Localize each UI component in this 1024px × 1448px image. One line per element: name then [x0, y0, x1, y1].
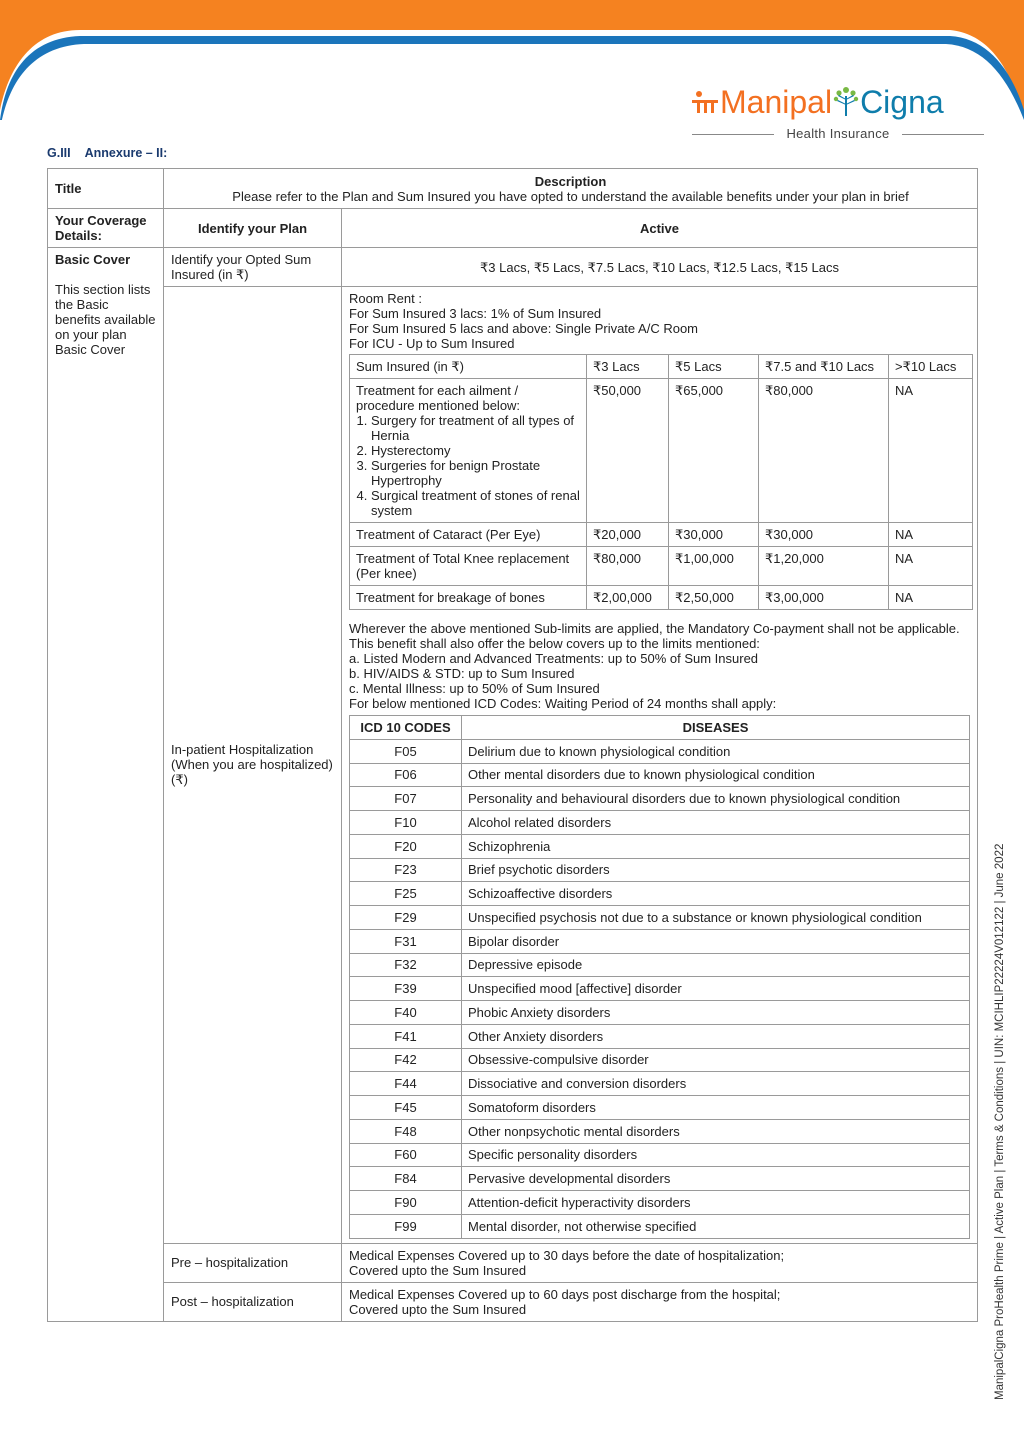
post-hosp-line: Medical Expenses Covered up to 60 days post discharge from the hospital;: [349, 1286, 781, 1302]
ailment-list: [356, 413, 580, 518]
brand-tagline: Health Insurance: [786, 126, 890, 141]
icd-code: F32: [350, 953, 462, 977]
notes-block: [349, 621, 970, 711]
icd-disease: Unspecified psychosis not due to a substance or known physiological condition: [462, 906, 970, 930]
sublimit-value: ₹20,000: [587, 523, 669, 547]
sublimit-value: ₹65,000: [669, 379, 759, 523]
room-rent-line: For Sum Insured 3 lacs: 1% of Sum Insured: [349, 306, 602, 321]
icd-disease: Schizoaffective disorders: [462, 882, 970, 906]
icd-code: F48: [350, 1119, 462, 1143]
inpatient-details: [342, 287, 978, 1244]
post-hosp-label: Post – hospitalization: [164, 1282, 342, 1321]
icd-code: F60: [350, 1143, 462, 1167]
icd-code: F31: [350, 929, 462, 953]
side-footer-text: ManipalCigna ProHealth Prime | Active Plan | Terms & Conditions | UIN: MCIHLIP22224V012122 | June 2022: [994, 843, 1006, 1400]
description-label: Description: [534, 173, 607, 189]
opted-sum-label: Identify your Opted Sum Insured (in ₹): [164, 248, 342, 287]
icd-code: F23: [350, 858, 462, 882]
sublimit-row-ailment: [350, 379, 973, 523]
basic-cover-desc2: Basic Cover: [55, 342, 126, 357]
sublimit-label: Treatment of Cataract (Per Eye): [350, 523, 587, 547]
description-header: [164, 169, 978, 209]
table-header-row: [48, 169, 978, 209]
icd-code: F84: [350, 1167, 462, 1191]
icd-row: [350, 787, 970, 811]
icd-row: [350, 1143, 970, 1167]
icd-disease: Other mental disorders due to known physiological condition: [462, 763, 970, 787]
tagline-rule-right: [902, 134, 984, 135]
icd-code: F07: [350, 787, 462, 811]
sublimit-header: Sum Insured (in ₹): [350, 355, 587, 379]
icd-code: F40: [350, 1001, 462, 1025]
icd-disease: Specific personality disorders: [462, 1143, 970, 1167]
icd-code-header: ICD 10 CODES: [350, 716, 462, 740]
note-line: b. HIV/AIDS & STD: up to Sum Insured: [349, 666, 575, 681]
icd-disease: Mental disorder, not otherwise specified: [462, 1214, 970, 1238]
brand-manipal: Manipal: [720, 84, 833, 120]
manipal-cigna-logo: [690, 82, 986, 144]
room-rent-title: Room Rent :: [349, 291, 422, 306]
pre-hospitalization-row: [48, 1243, 978, 1282]
icd-code: F99: [350, 1214, 462, 1238]
icd-row: [350, 1072, 970, 1096]
room-rent-line: For Sum Insured 5 lacs and above: Single Private A/C Room: [349, 321, 699, 336]
icd-row: [350, 1048, 970, 1072]
sublimit-header: ₹3 Lacs: [587, 355, 669, 379]
sublimit-value: ₹1,20,000: [759, 547, 889, 586]
sublimit-value: ₹2,00,000: [587, 586, 669, 610]
plan-name: Active: [342, 209, 978, 248]
ailment-intro: Treatment for each ailment / procedure mentioned below:: [356, 383, 521, 413]
sublimit-value: ₹3,00,000: [759, 586, 889, 610]
pre-hosp-label: Pre – hospitalization: [164, 1243, 342, 1282]
icd-table: [349, 715, 970, 1239]
icd-row: [350, 977, 970, 1001]
post-hosp-details: [342, 1282, 978, 1321]
sublimit-header: ₹7.5 and ₹10 Lacs: [759, 355, 889, 379]
post-hospitalization-row: [48, 1282, 978, 1321]
sublimit-value: ₹30,000: [669, 523, 759, 547]
note-line: a. Listed Modern and Advanced Treatments: up to 50% of Sum Insured: [349, 651, 759, 666]
sublimit-header: ₹5 Lacs: [669, 355, 759, 379]
icd-row: [350, 1214, 970, 1238]
icd-disease: Somatoform disorders: [462, 1096, 970, 1120]
icd-code: F29: [350, 906, 462, 930]
basic-cover-cell: [48, 248, 164, 1322]
icd-header-row: [350, 716, 970, 740]
icd-disease: Dissociative and conversion disorders: [462, 1072, 970, 1096]
sum-insured-row: [48, 248, 978, 287]
icd-disease: Bipolar disorder: [462, 929, 970, 953]
note-line: For below mentioned ICD Codes: Waiting Period of 24 months shall apply:: [349, 696, 777, 711]
icd-row: [350, 1024, 970, 1048]
icd-row: [350, 882, 970, 906]
sublimit-row-cataract: [350, 523, 973, 547]
icd-disease: Delirium due to known physiological condition: [462, 739, 970, 763]
icd-row: [350, 834, 970, 858]
icd-row: [350, 739, 970, 763]
pre-hosp-line: Medical Expenses Covered up to 30 days before the date of hospitalization;: [349, 1247, 785, 1263]
icd-code: F44: [350, 1072, 462, 1096]
icd-row: [350, 1096, 970, 1120]
icd-disease: Schizophrenia: [462, 834, 970, 858]
sublimit-row-knee: [350, 547, 973, 586]
sublimit-row-bones: [350, 586, 973, 610]
icd-row: [350, 858, 970, 882]
annexure-table: [47, 168, 978, 1322]
icd-disease: Attention-deficit hyperactivity disorders: [462, 1191, 970, 1215]
room-rent-line: For ICU - Up to Sum Insured: [349, 336, 515, 351]
manipal-mark-icon: [690, 90, 720, 116]
icd-row: [350, 906, 970, 930]
icd-row: [350, 953, 970, 977]
brand-cigna: Cigna: [860, 84, 944, 120]
sublimit-value: NA: [889, 523, 973, 547]
icd-disease: Other Anxiety disorders: [462, 1024, 970, 1048]
icd-code: F06: [350, 763, 462, 787]
section-title: Annexure – II:: [84, 146, 168, 160]
icd-row: [350, 763, 970, 787]
title-header: Title: [48, 169, 164, 209]
sublimit-header-row: [350, 355, 973, 379]
inpatient-label: In-patient Hospitalization (When you are hospitalized) (₹): [164, 287, 342, 1244]
sublimit-value: NA: [889, 586, 973, 610]
ailment-item: 3. Surgeries for benign Prostate Hypertrophy: [371, 458, 580, 488]
sublimit-label: Treatment for breakage of bones: [350, 586, 587, 610]
icd-disease: Depressive episode: [462, 953, 970, 977]
icd-code: F45: [350, 1096, 462, 1120]
note-line: This benefit shall also offer the below covers up to the limits mentioned:: [349, 636, 760, 651]
ailment-item: 2. Hysterectomy: [371, 443, 580, 458]
pre-hosp-details: [342, 1243, 978, 1282]
icd-disease-header: DISEASES: [462, 716, 970, 740]
identify-plan-label: Identify your Plan: [164, 209, 342, 248]
ailment-item: 1. Surgery for treatment of all types of Hernia: [371, 413, 580, 443]
icd-disease: Obsessive-compulsive disorder: [462, 1048, 970, 1072]
icd-disease: Other nonpsychotic mental disorders: [462, 1119, 970, 1143]
sublimit-value: ₹80,000: [587, 547, 669, 586]
icd-disease: Phobic Anxiety disorders: [462, 1001, 970, 1025]
sublimit-value: NA: [889, 379, 973, 523]
ailment-item: 4. Surgical treatment of stones of renal system: [371, 488, 580, 518]
sublimit-table: [349, 354, 973, 610]
icd-body: [350, 739, 970, 1238]
section-heading: [47, 146, 181, 160]
post-hosp-line: Covered upto the Sum Insured: [349, 1301, 527, 1317]
icd-disease: Personality and behavioural disorders due to known physiological condition: [462, 787, 970, 811]
sublimit-value: ₹30,000: [759, 523, 889, 547]
logo-tagline-row: [690, 126, 986, 140]
icd-disease: Alcohol related disorders: [462, 811, 970, 835]
icd-code: F39: [350, 977, 462, 1001]
section-number: G.III: [47, 146, 71, 160]
note-line: Wherever the above mentioned Sub-limits are applied, the Mandatory Co-payment shall not be applicable.: [349, 621, 960, 636]
icd-code: F42: [350, 1048, 462, 1072]
description-text: Please refer to the Plan and Sum Insured you have opted to understand the available benefits under your plan in brief: [232, 188, 909, 204]
icd-disease: Brief psychotic disorders: [462, 858, 970, 882]
sublimit-header: >₹10 Lacs: [889, 355, 973, 379]
sublimit-value: ₹1,00,000: [669, 547, 759, 586]
room-rent-block: [349, 291, 970, 351]
sublimit-value: ₹50,000: [587, 379, 669, 523]
sublimit-value: ₹2,50,000: [669, 586, 759, 610]
note-line: c. Mental Illness: up to 50% of Sum Insured: [349, 681, 600, 696]
coverage-label: Your Coverage Details:: [48, 209, 164, 248]
cigna-tree-icon: [833, 84, 859, 118]
ailment-cell: [350, 379, 587, 523]
icd-row: [350, 1191, 970, 1215]
icd-code: F10: [350, 811, 462, 835]
tagline-rule-left: [692, 134, 774, 135]
sublimit-value: ₹80,000: [759, 379, 889, 523]
icd-code: F25: [350, 882, 462, 906]
icd-code: F90: [350, 1191, 462, 1215]
basic-cover-label: Basic Cover: [55, 252, 131, 267]
sublimit-value: NA: [889, 547, 973, 586]
icd-row: [350, 1001, 970, 1025]
icd-code: F05: [350, 739, 462, 763]
icd-row: [350, 929, 970, 953]
icd-disease: Unspecified mood [affective] disorder: [462, 977, 970, 1001]
icd-row: [350, 1119, 970, 1143]
pre-hosp-line: Covered upto the Sum Insured: [349, 1262, 527, 1278]
opted-sum-values: ₹3 Lacs, ₹5 Lacs, ₹7.5 Lacs, ₹10 Lacs, ₹12.5 Lacs, ₹15 Lacs: [342, 248, 978, 287]
icd-code: F41: [350, 1024, 462, 1048]
icd-disease: Pervasive developmental disorders: [462, 1167, 970, 1191]
icd-row: [350, 811, 970, 835]
basic-cover-desc: This section lists the Basic benefits available on your plan: [55, 282, 156, 342]
sublimit-label: Treatment of Total Knee replacement (Per knee): [350, 547, 587, 586]
icd-row: [350, 1167, 970, 1191]
inpatient-row: [48, 287, 978, 1244]
icd-code: F20: [350, 834, 462, 858]
coverage-row: [48, 209, 978, 248]
